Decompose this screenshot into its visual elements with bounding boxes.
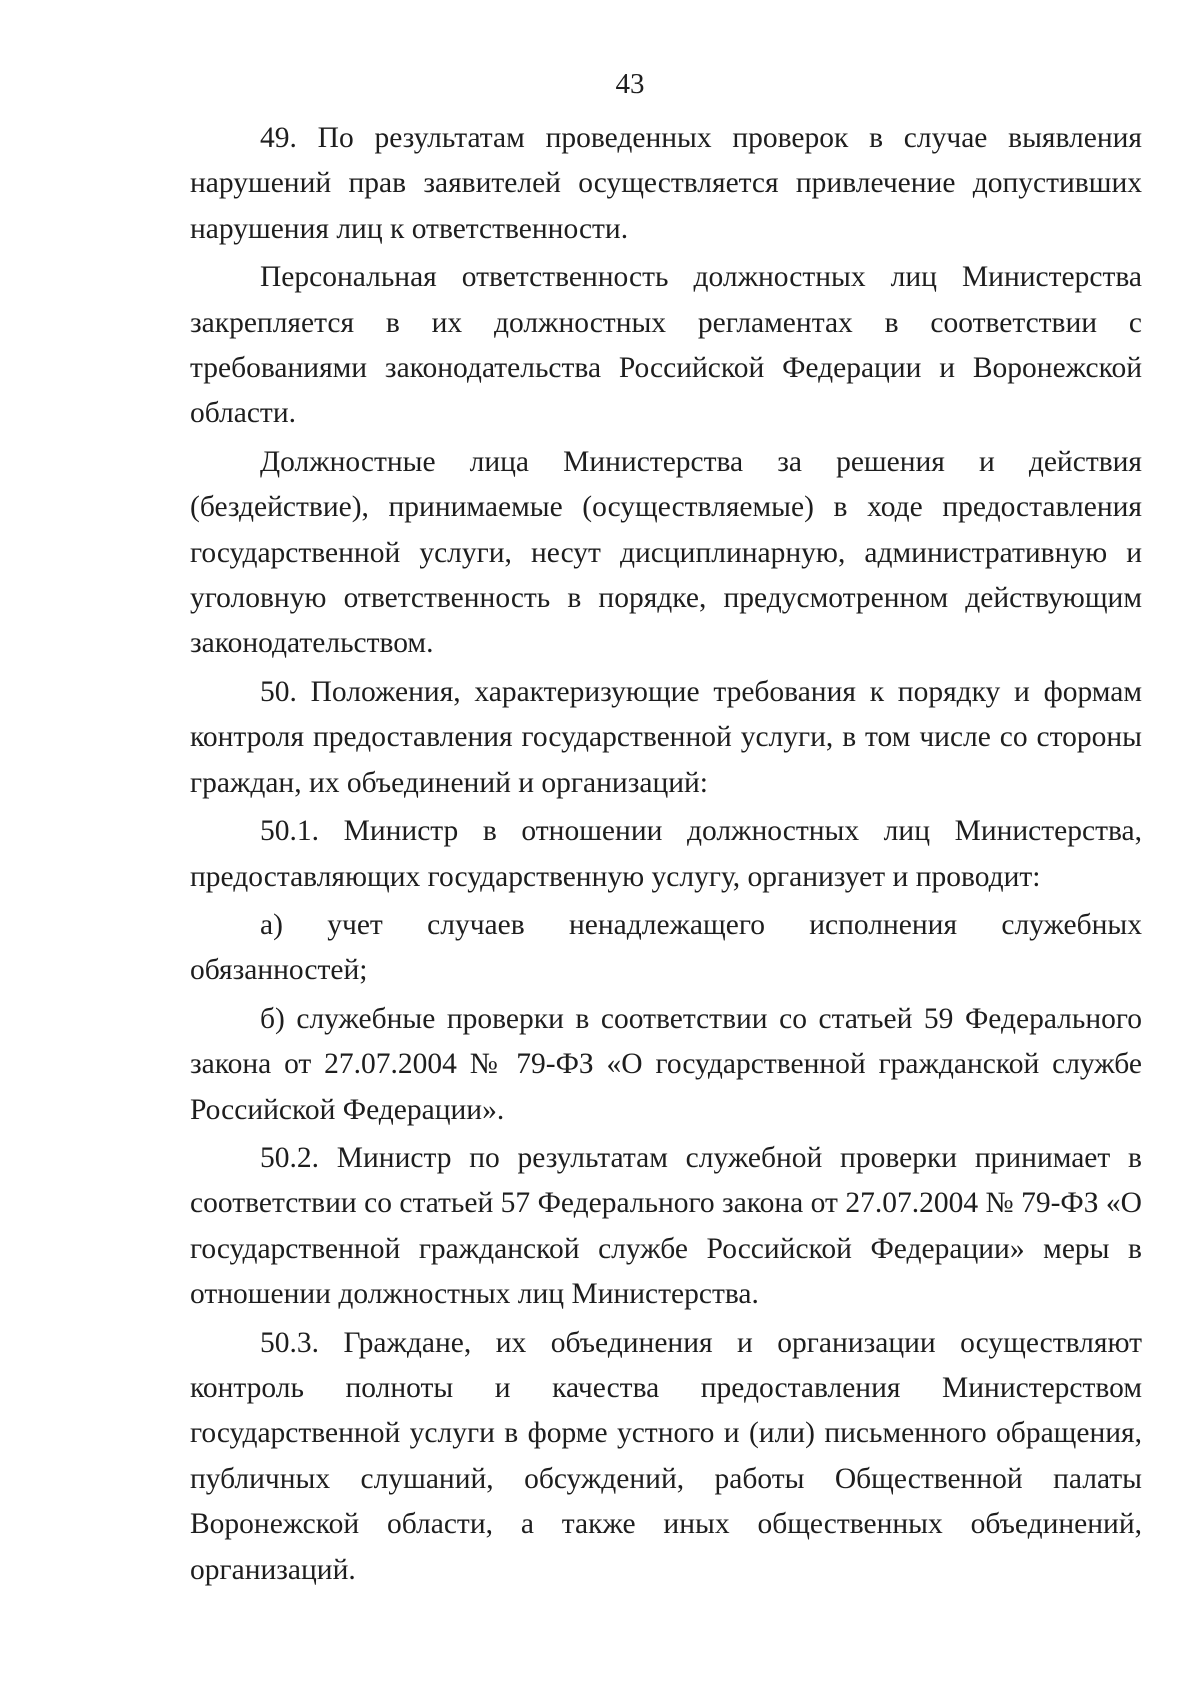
- paragraph-49: 49. По результатам проведенных проверок в случае выявления нарушений прав заявителей осуществляется привлечение допустивших нарушения лиц к ответственности.: [190, 122, 1142, 245]
- paragraph-officials-liability: Должностные лица Министерства за решения и действия (бездействие), принимаемые (осуществляемые) в ходе предоставления государственной услуги, несут дисциплинарную, административную и уголовную ответственность в порядке, предусмотренном действующим законодательством.: [190, 445, 1142, 660]
- paragraph-50: 50. Положения, характеризующие требования к порядку и формам контроля предоставления государственной услуги, в том числе со стороны граждан, их объединений и организаций:: [190, 675, 1142, 799]
- paragraph-personal-responsibility: Персональная ответственность должностных лиц Министерства закрепляется в их должностных регламентах в соответствии с требованиями законодательства Российской Федерации и Воронежской области.: [190, 261, 1142, 430]
- paragraph-50-2: 50.2. Министр по результатам служебной проверки принимает в соответствии со статьей 57 Федерального закона от 27.07.2004 № 79-ФЗ «О государственной гражданской службе Российской Федерации» меры в отношении должностных лиц Министерства.: [190, 1141, 1142, 1311]
- paragraph-50-1-a: а) учет случаев ненадлежащего исполнения служебных обязанностей;: [190, 908, 1142, 987]
- paragraph-50-3: 50.3. Граждане, их объединения и организации осуществляют контроль полноты и качества предоставления Министерством государственной услуги в форме устного и (или) письменного обращения, публичных слушаний, обсуждений, работы Общественной палаты Воронежской области, а также иных общественных объединений, организаций.: [190, 1326, 1142, 1586]
- paragraph-50-1-b: б) служебные проверки в соответствии со статьей 59 Федерального закона от 27.07.2004 № 79-ФЗ «О государственной гражданской службе Российской Федерации».: [190, 1002, 1142, 1126]
- paragraph-50-1: 50.1. Министр в отношении должностных лиц Министерства, предоставляющих государственную услугу, организует и проводит:: [190, 815, 1142, 893]
- page-number: 43: [615, 68, 645, 100]
- document-body: [190, 116, 1142, 1596]
